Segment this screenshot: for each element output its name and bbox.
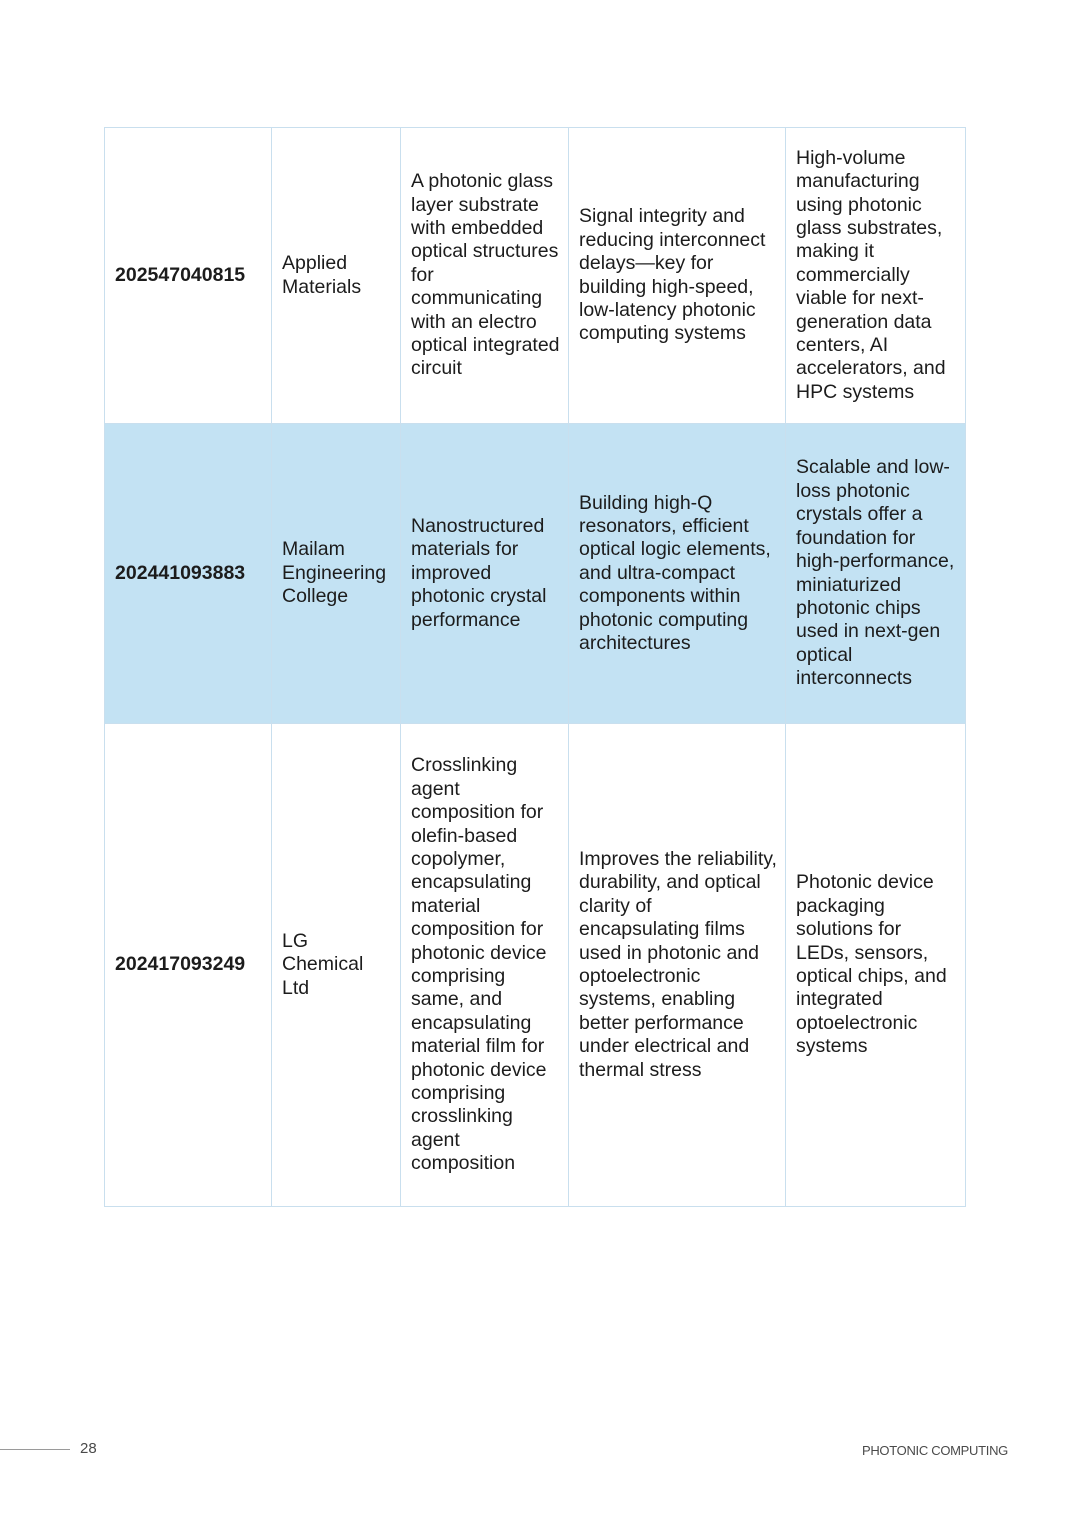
- patent-table: [104, 127, 966, 1207]
- patent-number: 202547040815: [105, 128, 272, 424]
- patent-title: Nanostructured materials for improved photonic crystal performance: [401, 424, 569, 724]
- page-number: 28: [80, 1440, 97, 1457]
- application-text: Scalable and low-loss photonic crystals offer a foundation for high-performance, miniaturized photonic chips used in next-gen optical interconnects: [786, 424, 966, 724]
- patent-number: 202441093883: [105, 424, 272, 724]
- table-row: [105, 424, 966, 724]
- running-footer-title: PHOTONIC COMPUTING: [861, 1443, 1008, 1458]
- significance-text: Improves the reliability, durability, and optical clarity of encapsulating films used in photonic and optoelectronic systems, enabling better performance under electrical and thermal stress: [569, 724, 786, 1207]
- patent-title: Crosslinking agent composition for olefin-based copolymer, encapsulating material composition for photonic device comprising same, and encapsulating material film for photonic device comprising crosslinking agent composition: [401, 724, 569, 1207]
- company-name: Applied Materials: [272, 128, 401, 424]
- patent-title: A photonic glass layer substrate with embedded optical structures for communicating with an electro optical integrated circuit: [401, 128, 569, 424]
- significance-text: Building high-Q resonators, efficient optical logic elements, and ultra-compact components within photonic computing architectures: [569, 424, 786, 724]
- company-name: LG Chemical Ltd: [272, 724, 401, 1207]
- application-text: High-volume manufacturing using photonic glass substrates, making it commercially viable for next-generation data centers, AI accelerators, and HPC systems: [786, 128, 966, 424]
- significance-text: Signal integrity and reducing interconnect delays—key for building high-speed, low-latency photonic computing systems: [569, 128, 786, 424]
- table-row: [105, 128, 966, 424]
- table-row: [105, 724, 966, 1207]
- company-name: Mailam Engineering College: [272, 424, 401, 724]
- patent-number: 202417093249: [105, 724, 272, 1207]
- footer-divider: [0, 1449, 70, 1450]
- application-text: Photonic device packaging solutions for LEDs, sensors, optical chips, and integrated optoelectronic systems: [786, 724, 966, 1207]
